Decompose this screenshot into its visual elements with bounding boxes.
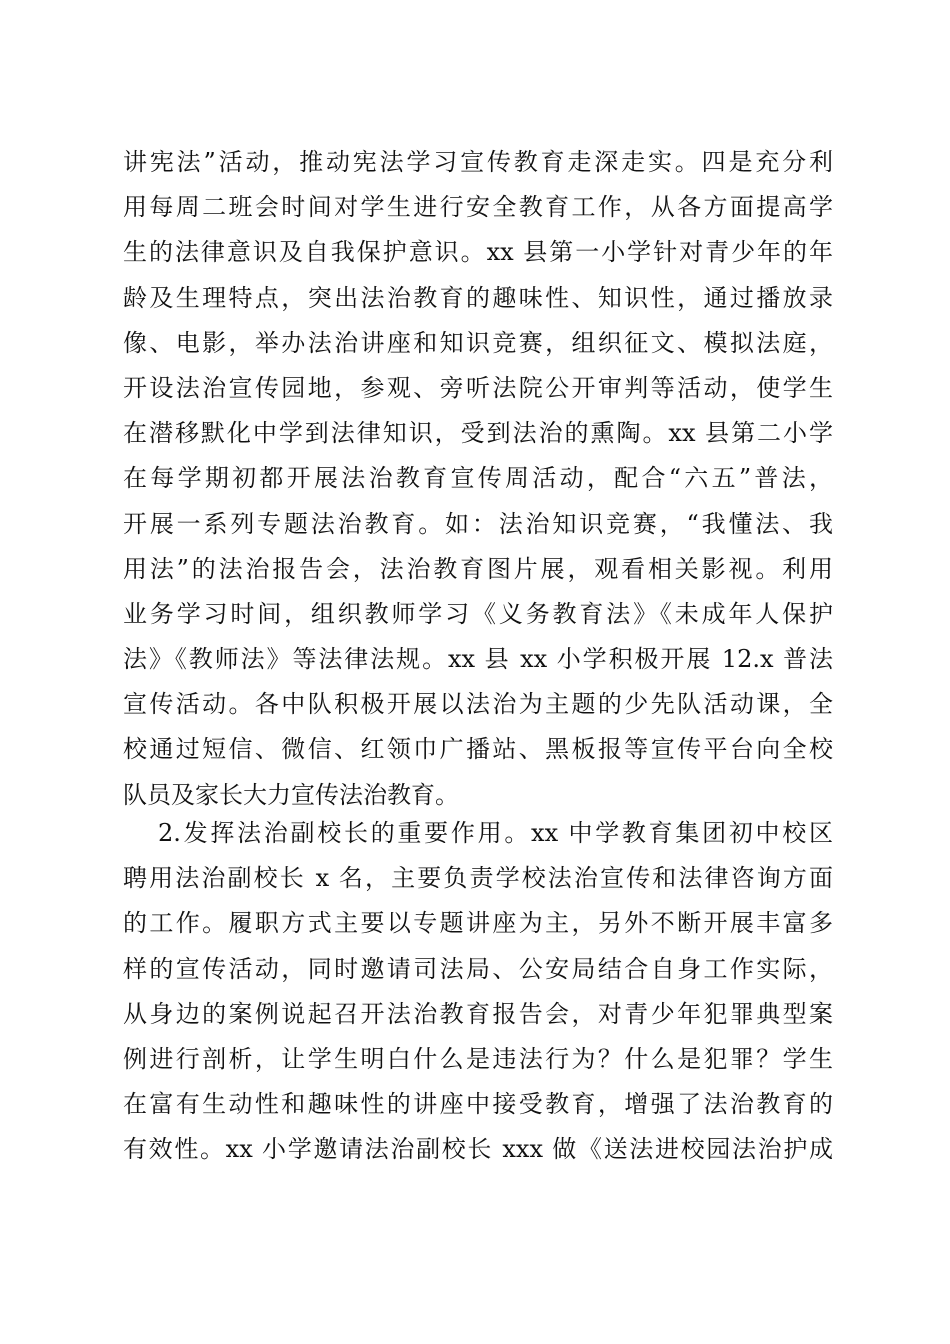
text-line: 用法”的法治报告会，法治教育图片展，观看相关影视。利用 xyxy=(123,554,833,583)
text-line: 法》《教师法》等法律法规。xx 县 xx 小学积极开展 12.x 普法 xyxy=(123,645,833,674)
text-line: 龄及生理特点，突出法治教育的趣味性、知识性，通过播放录 xyxy=(123,283,833,312)
text-line: 用每周二班会时间对学生进行安全教育工作，从各方面提高学 xyxy=(123,193,833,222)
text-line: 宣传活动。各中队积极开展以法治为主题的少先队活动课，全 xyxy=(123,690,833,719)
text-line: 开设法治宣传园地，参观、旁听法院公开审判等活动，使学生 xyxy=(123,373,833,402)
text-line: 开展一系列专题法治教育。如：法治知识竞赛，“我懂法、我 xyxy=(123,509,833,538)
text-line: 在每学期初都开展法治教育宣传周活动，配合“六五”普法， xyxy=(123,464,833,493)
text-line: 像、电影，举办法治讲座和知识竞赛，组织征文、模拟法庭， xyxy=(123,328,833,357)
text-line: 业务学习时间，组织教师学习《义务教育法》《未成年人保护 xyxy=(123,599,833,628)
text-line: 2.发挥法治副校长的重要作用。xx 中学教育集团初中校区 xyxy=(158,819,833,847)
text-line: 队员及家长大力宣传法治教育。 xyxy=(123,780,459,809)
text-line: 在富有生动性和趣味性的讲座中接受教育，增强了法治教育的 xyxy=(123,1090,833,1119)
text-line: 有效性。xx 小学邀请法治副校长 xxx 做《送法进校园法治护成 xyxy=(123,1135,833,1164)
text-line: 聘用法治副校长 x 名，主要负责学校法治宣传和法律咨询方面 xyxy=(123,864,833,893)
text-line: 在潜移默化中学到法律知识，受到法治的熏陶。xx 县第二小学 xyxy=(123,419,833,448)
text-line: 讲宪法”活动，推动宪法学习宣传教育走深走实。四是充分利 xyxy=(123,148,833,176)
text-line: 生的法律意识及自我保护意识。xx 县第一小学针对青少年的年 xyxy=(123,238,833,267)
paragraph-1 xyxy=(123,140,833,818)
paragraph-2 xyxy=(123,811,833,1173)
text-line: 校通过短信、微信、红领巾广播站、黑板报等宣传平台向全校 xyxy=(123,735,833,764)
text-line: 从身边的案例说起召开法治教育报告会，对青少年犯罪典型案 xyxy=(123,999,833,1028)
text-line: 的工作。履职方式主要以专题讲座为主，另外不断开展丰富多 xyxy=(123,909,833,938)
text-line: 例进行剖析，让学生明白什么是违法行为？什么是犯罪？学生 xyxy=(123,1044,833,1073)
text-line: 样的宣传活动，同时邀请司法局、公安局结合自身工作实际， xyxy=(123,954,833,983)
